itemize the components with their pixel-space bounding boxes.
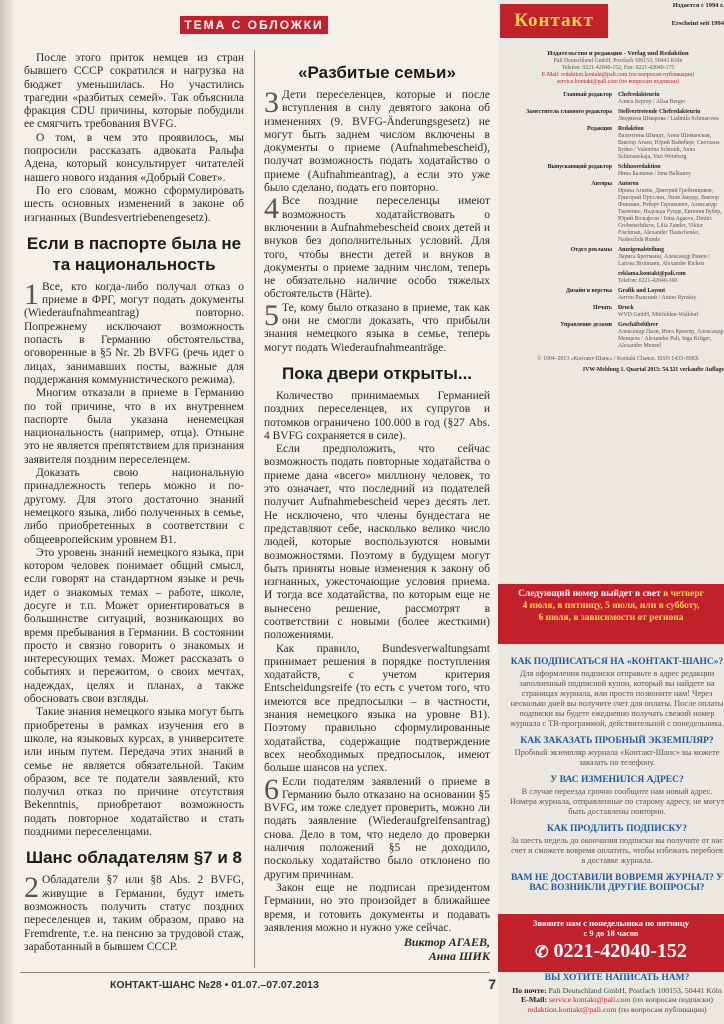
paragraph: Доказать свою национальную принадлежность теперь можно и по-другому. Для этого достаточно знаний немецкого языка, либо полученных в семье, либо приобретенных в соответствии с общеевропейским уровнем В1. (24, 467, 244, 546)
contact-us: ВЫ ХОТИТЕ НАПИСАТЬ НАМ? По почте: Pali Deutschland GmbH, Postfach 100153, 50441 Köln E-Mail: service.kontakt@pali.com (по вопросам подписки) redaktion.kontakt@pali.com (по вопросам публикации) (512, 973, 722, 1014)
staff-list (512, 92, 724, 350)
faq-question: ВАМ НЕ ДОСТАВИЛИ ВОВРЕМЯ ЖУРНАЛ? У ВАС ВОЗНИКЛИ ДРУГИЕ ВОПРОСЫ? (510, 873, 724, 893)
article-column-1 (24, 52, 244, 954)
footer-rule (20, 972, 490, 973)
item-number: 6 (264, 772, 279, 806)
next-issue-banner: Следующий номер выйдет в свет в четверг 4 июля, в пятницу, 5 июля, или в субботу, 6 июля, в зависимости от региона (498, 584, 724, 644)
item-number: 3 (264, 86, 279, 119)
circulation: IVW-Meldung 1. Quartal 2013: 54.321 verkaufte Auflage (582, 367, 724, 373)
staff-row: Заместитель главного редактора Stellvertretende Chefredakteurin Людмила Шмарова / Ludmila Schmarowa (526, 109, 719, 122)
faq-answer: Для оформления подписки отправьте в адрес редакции заполненный подписной купон, который вы найдете на страницах журнала, или просто позвоните нам! Через несколько дней вы получите счет для оплаты. После оплаты подписки вы будете ежедневно получать свежий номер журнала с ТВ-программой, действительной с понедельника. (510, 669, 724, 728)
paragraph: После этого приток немцев из стран бывшего СССР сократился и нагрузка на бюджет уменьшилась. Но участились трагедии «разбитых семей». Так объяснила фракция CDU причины, которые побудили ее смягчить требования BVFG. (24, 52, 244, 131)
numbered-paragraph: 4 Все поздние переселенцы имеют возможность ходатайствовать о включении в Aufnahmebescheid своих детей и внуков без дополнительных условий. Для того, чтобы внести детей и внуков в документы о приеме задним числом, теперь не обязательно наличие особо тяжелых обстоятельств (Härte). (264, 192, 490, 301)
copyright: © 1994–2013 «Контакт-Шанс» / Kontakt Chance. ISSN 1433–898X (537, 356, 699, 362)
subheading: «Разбитые семьи» (298, 63, 456, 82)
item-number: 4 (264, 192, 279, 226)
staff-row: Авторы Autoren Ирина Агаева, Дмитрий Гребенщиков, Григорий Пруслин, Лиля Зандер, Виктор Фишман, Роберт Гершкович, Александр Ткаченко, Надежда Рунде, Евгения Бубер, Юрий Вольфсон / Irina Agaeva, Dmitri Grebenschikow, Lilia Zander, Viktor Fischman, Alexander Tkatschenko, Nadeschda Runde (591, 181, 722, 243)
faq-question: КАК ЗАКАЗАТЬ ПРОБНЫЙ ЭКЗЕМПЛЯР? (520, 736, 714, 746)
email-link[interactable]: service.kontakt@pali.com (548, 995, 631, 1004)
numbered-paragraph: 5 Те, кому было отказано в приеме, так как они не смогли доказать, что прибыли знания немецкого языка в семье, теперь могут подать Wiederaufnahmeanträge. (264, 298, 490, 354)
phone-icon: ✆ (535, 944, 549, 961)
footer-issue: КОНТАКТ-ШАНС №28 (110, 979, 222, 991)
issue-info: Издается с 1994 г. Erscheint seit 1994 (671, 2, 724, 27)
faq-answer: В случае переезда срочно сообщите нам новый адрес. Номера журнала, отправленные по старому адресу, не могут быть доставлены повторно. (510, 787, 724, 816)
numbered-paragraph: 6 Если подателям заявлений о приеме в Германию было отказано на основании §5 BVFG, им тоже следует проверить, можно ли подать заявление (Wiederaufgreifensantrag) снова. Дело в том, что недело до проверки наличия положений §5 не доходило, поскольку ходатайство было отклонено по другим причинам. (264, 772, 490, 881)
numbered-paragraph: 2 Обладатели §7 или §8 Abs. 2 BVFG, живущие в Германии, будут иметь возможность получить статус поздних переселенцев и, таким образом, право на Fremdrente, т.е. на пенсию за трудовой стаж, заработанный в бывшем СССР. (24, 871, 244, 953)
faq-question: КАК ПОДПИСАТЬСЯ НА «КОНТАКТ-ШАНС»? (510, 657, 724, 667)
staff-row: Управление делами Geschäftsführer Александр Пали, Инга Крюгер, Александр Менцель / Alexander Pali, Inga Krüger, Alexander Menzel (560, 322, 724, 349)
paragraph: Многим отказали в приеме в Германию по той причине, что в их внутреннем паспорте была указана ненемецкая национальность (например, отца). Отныне это не является препятствием для признания заявителя поздним переселенцем. (24, 387, 244, 466)
magazine-logo: Контакт (500, 4, 608, 38)
numbered-paragraph: 3 Дети переселенцев, которые и после вступления в силу девятого закона об изменениях (9. BVFG-Änderungsgesetz) не могут быть заднем числом включены в документы о приеме (Aufnahmebescheid), получат возможность подать ходатайство о приеме (Aufnahmeantrag), а если это уже было сделано, подать его повторно. (264, 86, 490, 195)
footer-dates: • 01.07.–07.07.2013 (221, 979, 319, 991)
staff-row: Редакция Redaktion Валентина Шмидт, Анна Шиманская, Виктор Агаев, Юрий Вайнберг, Светлана Буйко / Valentina Schmidt, Anna Schimanskaja, Yuri Weinberg (587, 126, 720, 160)
item-number: 1 (24, 277, 39, 311)
page-footer (110, 976, 496, 992)
staff-row: Дизайн и верстка Grafik und Layout Антон Рынский / Anton Rynskiy (566, 288, 697, 301)
staff-row: Выпускающий редактор Schlussredaktion Инна Балкани / Inna Balkaney (547, 164, 691, 177)
subheading: Пока двери открыты... (281, 363, 473, 383)
item-number: 2 (24, 871, 39, 905)
publisher-block: Издательство и редакция - Verlag und Redaktion Pali Deutschland GmbH, Postfach 100153, 50441 Köln Telefon: 0221-42040-152, Fax: 0221-42040-175 E-Mail: redaktion.kontakt@pali.com (по вопросам публикации) service.kontakt@pali.com (по вопросам подписки) (541, 50, 695, 85)
numbered-paragraph: 1 Все, кто когда-либо получал отказ о приеме в ФРГ, могут подать документы (Wiederaufnahmeantrag) повторно. Попрежнему исключают возможность попасть в Германию обстоятельства, оговоренные в §5 Nr. 2b BVFG (речь идет о лицах, занимавших посты, важные для поддержания коммунистического режима). (24, 277, 244, 386)
paragraph: Количество принимаемых Германией поздних переселенцев, их супругов и потомков ограничено 100.000 в год (§27 Abs. 4 BVFG сохраняется в силе). (264, 389, 490, 442)
staff-row: Главный редактор Chefredakteurin Алиса Бергер / Alisa Berger (563, 92, 686, 105)
article-column-2 (264, 52, 490, 963)
faq-answer: Пробный экземпляр журнала «Контакт-Шанс» вы можете заказать по телефону. (514, 748, 720, 767)
staff-row: Печать Druck WVD GmbH, Mörfelden-Walldorf (593, 305, 699, 318)
paragraph: Если предположить, что сейчас возможность подать повторные ходатайства о приеме дана «всего» миллиону человек, то это означает, что последний из подателей получит Aufnahmebescheid через десять лет. Не исключено, что члены бундестага не представляют себе, насколько велико число людей, которые воспользуются новыми возможностями. Поэтому в будущем могут быть приняты новые изменения к закону об изгнанных, ужесточающие условия приема. И тогда все ходатайства, по которым еще не вынесено решение, рассмотрят в соответствии с новыми (более жесткими) положениями. (264, 443, 490, 642)
subheading: Шанс обладателям §7 и 8 (25, 848, 242, 868)
paragraph: Как правило, Bundesverwaltungsamt принимает решения в порядке поступления ходатайств, с учетом критерия Entscheidungsreife (то есть с учетом того, что имеются все предпосылки – в частности, знания немецкого языка на уровне В1). Поэтому правильно сформулированные ходатайства, содержащие подтверждение всех необходимых предпосылок, имеют больше шансов на успех. (264, 642, 490, 775)
imprint (512, 50, 724, 374)
faq-question: КАК ПРОДЛИТЬ ПОДПИСКУ? (547, 824, 687, 834)
paragraph: Закон еще не подписан президентом Германии, но это произойдет в ближайшее время, и готовить документы и подавать заявления можно и нужно уже сейчас. (264, 881, 490, 934)
faq-block (510, 650, 724, 895)
item-number: 5 (264, 298, 279, 332)
phone-number[interactable]: 0221-42040-152 (553, 940, 687, 962)
section-tag: ТЕМА С ОБЛОЖКИ (180, 16, 328, 34)
staff-row: reklama.kontakt@pali.com Telefon: 0221-42040-160 (618, 271, 686, 284)
subheading: Если в паспорте была не та национальность (26, 233, 242, 274)
faq-question: У ВАС ИЗМЕНИЛСЯ АДРЕС? (550, 775, 684, 785)
page-number: 7 (488, 976, 496, 992)
author-signature: Виктор АГАЕВ, Анна ШИК (403, 935, 490, 964)
email-link[interactable]: redaktion.kontakt@pali.com (527, 1004, 617, 1014)
phone-banner: Звоните нам с понедельника по пятницу с 9 до 18 часов ✆ 0221-42040-152 (498, 914, 724, 972)
staff-row: Отдел рекламы Anzeigenabteilung Лариса Бротманн, Александр Рикен / Larissa Brotmann, Alexander Ricken (570, 247, 710, 267)
page-gutter (0, 0, 14, 1024)
paragraph: Это уровень знаний немецкого языка, при котором человек понимает общий смысл, если говорят на стандартном языке и речь идет о знакомых темах – работе, школе, досуге и т.п. Может ориентироваться в большинстве ситуаций, возникающих во время пребывания в Германии. В состоянии просто и связно говорить о знакомых и интересующих темах. Может рассказать о событиях и пережитом, о своих мечтах, надеждах, целях и планах, а также обосновать свои взгляды. (24, 546, 244, 706)
faq-answer: За шесть недель до окончания подписки вы получите от нас счет и сможете вовремя оплатить, чтобы избежать перебоев в доставке журнала. (510, 836, 724, 865)
paragraph: По его словам, можно сформулировать шесть основных изменений в законе об изгнанных (Bundesvertriebenengesetz). (24, 184, 244, 224)
paragraph: О том, в чем это проявилось, мы попросили рассказать адвоката Ральфа Адена, который консультирует читателей нашего нового издания «Добрый Совет». (24, 131, 244, 184)
paragraph: Такие знания немецкого языка могут быть приобретены в рамках изучения его в школе, на языковых курсах, в университете или иным путем. Передача этих знаний в семье не является обязательной. Таким образом, все те податели заявлений, кто получил отказ по причине отсутствия Bekenntnis, приобретают возможность подать повторное ходатайство и стать поздними переселенцами. (24, 706, 244, 839)
column-rule (254, 50, 255, 968)
